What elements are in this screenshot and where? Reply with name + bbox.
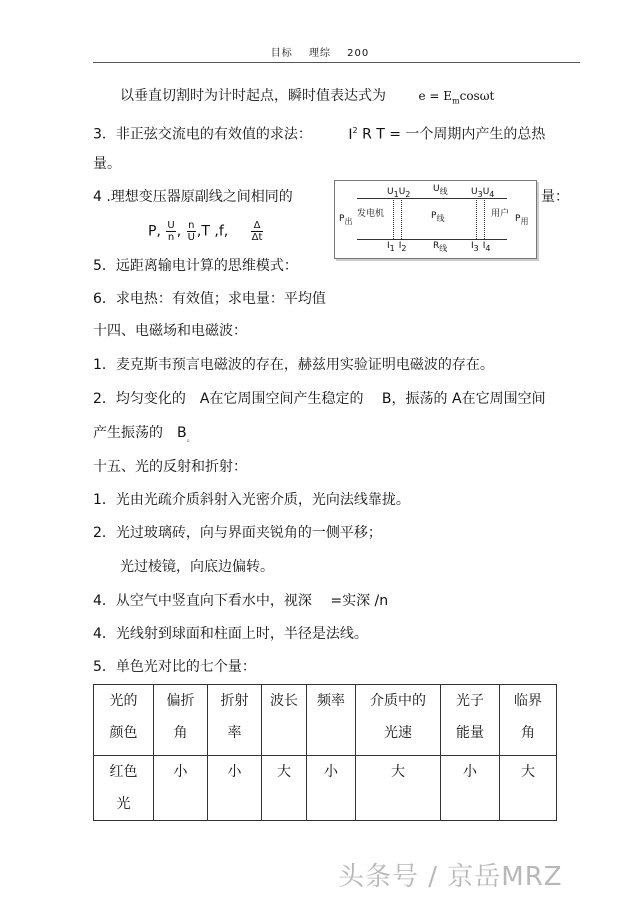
header-right: 200 <box>347 48 370 59</box>
line-maxwell: 1．麦克斯韦预言电磁波的存在，赫兹用实验证明电磁波的存在。 <box>93 357 494 373</box>
line-field-change: 2．均匀变化的 A在它周围空间产生稳定的 B，振荡的 A在它周围空间 <box>93 391 546 407</box>
line-sphere-normal: 4．光线射到球面和柱面上时，半径是法线。 <box>93 626 368 642</box>
table-header-cell: 波长 <box>262 685 307 756</box>
formula-instantaneous: $e = E_m\cos\omega t$ <box>418 89 495 106</box>
line-instantaneous: 以垂直切割时为计时起点，瞬时值表达式为 $e = E_m\cos\omega t$ <box>120 88 495 106</box>
page-header <box>0 44 640 59</box>
header-left: 目标 <box>270 48 293 59</box>
table-header-row <box>94 685 557 756</box>
header-rule <box>93 62 580 63</box>
table-cell: 小 <box>307 756 356 821</box>
line-glass-brick: 2．光过玻璃砖，向与界面夹锐角的一侧平移； <box>93 525 382 541</box>
table-header-cell: 偏折 角 <box>154 685 208 756</box>
line-transformer-end: 量： <box>541 189 569 205</box>
fraction-u-over-n: $\frac{U}{n}$ <box>167 220 175 243</box>
line-transformer-quantities: P, $\frac{U}{n}$ , $\frac{n}{U}$ ,T ,f, $\frac{\Delta}{\Delta t}$ <box>148 220 263 243</box>
header-mid: 理综 <box>308 48 331 59</box>
section-heading-14: 十四、电磁场和电磁波： <box>93 323 247 339</box>
fraction-n-over-u: $\frac{n}{U}$ <box>187 220 195 243</box>
line-apparent-depth: 4．从空气中竖直向下看水中，视深 =实深 /n <box>93 593 389 609</box>
line-effective-value: 3．非正弦交流电的有效值的求法： $I^2$ R T = 一个周期内产生的总热 <box>93 126 546 143</box>
line-seven-quantities: 5．单色光对比的七个量： <box>93 659 256 675</box>
line-refraction-1: 1．光由光疏介质斜射入光密介质，光向法线靠拢。 <box>93 492 410 508</box>
table-header-cell: 介质中的 光速 <box>356 685 441 756</box>
line-transformer: 4 .理想变压器原副线之间相同的 <box>93 189 293 205</box>
table-header-cell: 频率 <box>307 685 356 756</box>
fraction-delta: $\frac{\Delta}{\Delta t}$ <box>251 220 263 243</box>
line-remote-transmission: 5．远距离输电计算的思维模式： <box>93 258 298 274</box>
table-row <box>94 756 557 821</box>
table-cell: 小 <box>154 756 208 821</box>
line-heat-charge: 6．求电热：有效值；求电量：平均值 <box>93 291 326 307</box>
transmission-diagram: $U_1U_2$ $U_线$ $U_3U_4$ $P_出$ 发电机 $P_线$ 用户 $P_用$ $I_1$ $I_2$ $R_线$ $I_3$ $I_4$ <box>334 180 537 259</box>
table-cell: 小 <box>208 756 262 821</box>
watermark: 头条号 / 京岳MRZ <box>338 862 563 892</box>
section-heading-15: 十五、光的反射和折射： <box>93 459 247 475</box>
table-header-cell: 光子 能量 <box>441 685 500 756</box>
table-cell: 小 <box>441 756 500 821</box>
monochromatic-light-table <box>93 684 557 821</box>
table-cell: 大 <box>262 756 307 821</box>
line-field-change-cont: 产生振荡的 $B_。$ <box>93 425 195 443</box>
table-header-cell: 折射 率 <box>208 685 262 756</box>
table-cell: 红色 光 <box>94 756 154 821</box>
line-prism: 光过棱镜，向底边偏转。 <box>120 559 274 575</box>
table-cell: 大 <box>500 756 557 821</box>
line-effective-value-cont: 量。 <box>93 156 121 172</box>
table-header-cell: 临界 角 <box>500 685 557 756</box>
table-cell: 大 <box>356 756 441 821</box>
table-header-cell: 光的 颜色 <box>94 685 154 756</box>
